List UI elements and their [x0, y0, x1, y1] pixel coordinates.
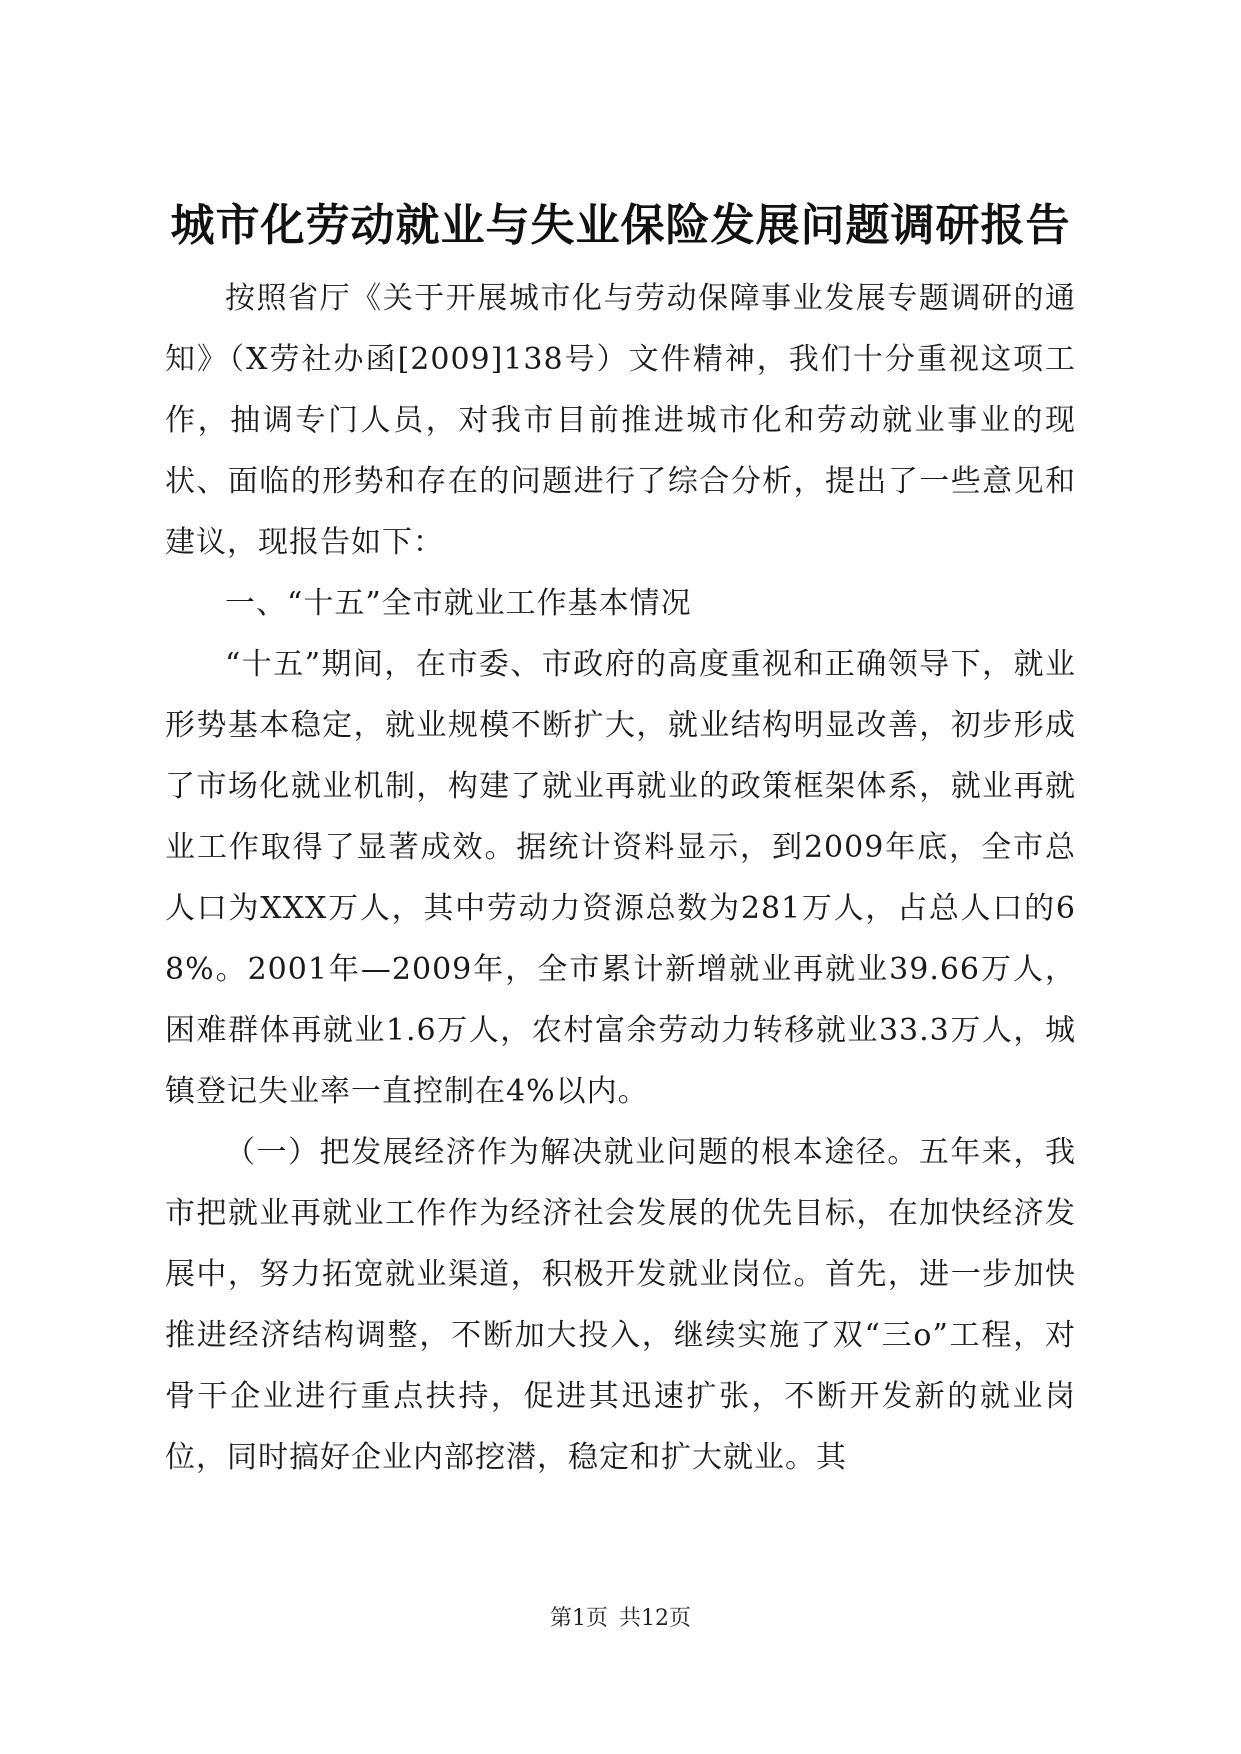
intro-paragraph: 按照省厅《关于开展城市化与劳动保障事业发展专题调研的通知》（X劳社办函[2009]138号）文件精神，我们十分重视这项工作，抽调专门人员，对我市目前推进城市化和劳动就业事业的现状、面临的形势和存在的问题进行了综合分析，提出了一些意见和建议，现报告如下： [165, 281, 1076, 560]
page-footer [0, 1604, 1241, 1634]
document-body [165, 268, 1076, 1488]
page-number: 第1页 [550, 1606, 608, 1631]
summary-paragraph: “十五”期间，在市委、市政府的高度重视和正确领导下，就业形势基本稳定，就业规模不断扩大，就业结构明显改善，初步形成了市场化就业机制，构建了就业再就业的政策框架体系，就业再就业工作取得了显著成效。据统计资料显示，到2009年底，全市总人口为XXX万人，其中劳动力资源总数为281万人，占总人口的68%。2001年—2009年，全市累计新增就业再就业39.66万人，困难群体再就业1.6万人，农村富余劳动力转移就业33.3万人，城镇登记失业率一直控制在4%以内。 [165, 647, 1076, 1109]
document-title: 城市化劳动就业与失业保险发展问题调研报告 [170, 200, 1071, 251]
page-total: 共12页 [619, 1606, 691, 1631]
subsection-paragraph: （一）把发展经济作为解决就业问题的根本途径。五年来，我市把就业再就业工作作为经济社会发展的优先目标，在加快经济发展中，努力拓宽就业渠道，积极开发就业岗位。首先，进一步加快推进经济结构调整，不断加大投入，继续实施了双“三o”工程，对骨干企业进行重点扶持，促进其迅速扩张，不断开发新的就业岗位，同时搞好企业内部挖潜，稳定和扩大就业。其 [165, 1135, 1076, 1475]
section-heading: 一、“十五”全市就业工作基本情况 [225, 586, 692, 621]
